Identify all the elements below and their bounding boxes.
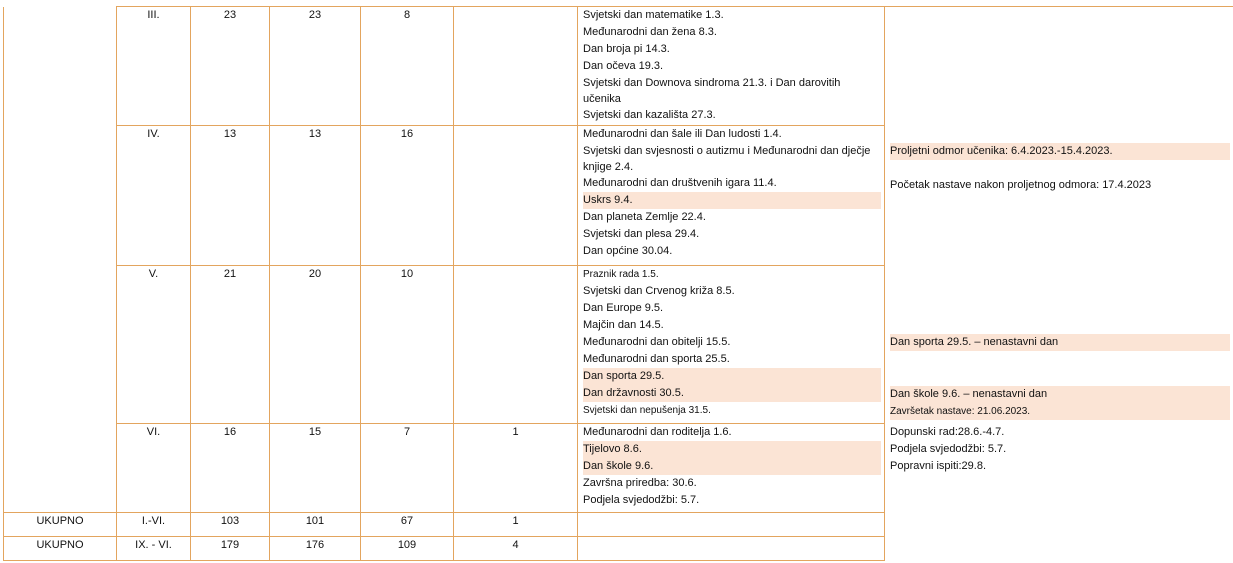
value-cell: 1 (454, 424, 578, 513)
event-item: Završna priredba: 30.6. (583, 477, 697, 489)
events-cell-empty (578, 537, 885, 561)
month-cell: V. (117, 266, 191, 424)
label-cell-empty (4, 7, 117, 513)
event-item: Dan općine 30.04. (583, 245, 673, 257)
event-item: Dan očeva 19.3. (583, 60, 664, 72)
event-item-holiday: Dan sporta 29.5. (583, 368, 881, 385)
month-cell: VI. (117, 424, 191, 513)
event-item: Međunarodni dan društvenih igara 11.4. (583, 177, 777, 189)
events-cell (578, 126, 885, 266)
event-item: Međunarodni dan roditelja 1.6. (583, 426, 732, 438)
value-cell: 23 (191, 7, 270, 126)
totals-label: UKUPNO (4, 513, 117, 537)
value-cell: 10 (361, 266, 454, 424)
note-spring-break: Proljetni odmor učenika: 6.4.2023.-15.4.2023. (890, 143, 1230, 160)
value-cell: 1 (454, 513, 578, 537)
note-supplementary: Dopunski rad:28.6.-4.7. (890, 425, 1005, 438)
notes-list (885, 126, 1233, 194)
value-cell: 8 (361, 7, 454, 126)
event-item-holiday: Dan državnosti 30.5. (583, 385, 881, 402)
events-cell (578, 424, 885, 513)
events-cell (578, 266, 885, 424)
event-item-holiday: Dan škole 9.6. (583, 458, 881, 475)
value-cell: 20 (270, 266, 361, 424)
value-cell: 13 (191, 126, 270, 266)
event-item: Svjetski dan svjesnosti o autizmu i Međunarodni dan dječje knjige 2.4. (583, 145, 871, 173)
value-cell: 109 (361, 537, 454, 561)
value-cell (454, 266, 578, 424)
month-row-march (4, 7, 1233, 126)
value-cell (454, 126, 578, 266)
event-list (578, 126, 884, 260)
month-cell: IV. (117, 126, 191, 266)
totals-label: UKUPNO (4, 537, 117, 561)
event-item: Međunarodni dan sporta 25.5. (583, 353, 730, 365)
note-sports-day: Dan sporta 29.5. – nenastavni dan (890, 334, 1230, 351)
note-certificates: Podjela svjedodžbi: 5.7. (890, 442, 1007, 455)
notes-cell (885, 126, 1233, 266)
value-cell: 67 (361, 513, 454, 537)
month-row-may (4, 266, 1233, 424)
notes-cell (885, 424, 1233, 561)
notes-cell (885, 266, 1233, 424)
note-makeup-exams: Popravni ispiti:29.8. (890, 459, 986, 472)
notes-list (885, 424, 1233, 475)
note-end-of-classes: Završetak nastave: 21.06.2023. (890, 403, 1230, 420)
month-row-june (4, 424, 1233, 513)
event-item: Svjetski dan Crvenog križa 8.5. (583, 285, 735, 297)
month-row-april (4, 126, 1233, 266)
value-cell: 15 (270, 424, 361, 513)
value-cell (454, 7, 578, 126)
note-resume: Početak nastave nakon proljetnog odmora: 17.4.2023 (890, 178, 1152, 191)
event-item: Svjetski dan nepušenja 31.5. (583, 405, 711, 416)
event-item: Međunarodni dan žena 8.3. (583, 26, 717, 38)
value-cell: 179 (191, 537, 270, 561)
event-list (578, 424, 884, 509)
value-cell: 4 (454, 537, 578, 561)
note-school-day: Dan škole 9.6. – nenastavni dan (890, 386, 1230, 403)
school-calendar-table (3, 6, 1233, 561)
event-item-holiday: Tijelovo 8.6. (583, 441, 881, 458)
event-list (578, 266, 884, 419)
event-item: Podjela svjedodžbi: 5.7. (583, 494, 700, 506)
value-cell: 176 (270, 537, 361, 561)
value-cell: 103 (191, 513, 270, 537)
notes-cell (885, 7, 1233, 126)
value-cell: 23 (270, 7, 361, 126)
value-cell: 21 (191, 266, 270, 424)
value-cell: 16 (191, 424, 270, 513)
notes-list (885, 266, 1233, 420)
event-item: Dan Europe 9.5. (583, 302, 664, 314)
event-item: Međunarodni dan obitelji 15.5. (583, 336, 731, 348)
event-item: Svjetski dan Downova sindroma 21.3. i Dan darovitih učenika (583, 77, 841, 105)
event-item: Svjetski dan plesa 29.4. (583, 228, 700, 240)
event-item: Majčin dan 14.5. (583, 319, 664, 331)
event-item-holiday: Uskrs 9.4. (583, 192, 881, 209)
event-item: Dan planeta Zemlje 22.4. (583, 211, 706, 223)
events-cell (578, 7, 885, 126)
value-cell: 7 (361, 424, 454, 513)
totals-range: IX. - VI. (117, 537, 191, 561)
value-cell: 16 (361, 126, 454, 266)
event-item: Međunarodni dan šale ili Dan ludosti 1.4. (583, 128, 782, 140)
event-item: Svjetski dan matematike 1.3. (583, 9, 724, 21)
value-cell: 13 (270, 126, 361, 266)
totals-range: I.-VI. (117, 513, 191, 537)
event-item: Svjetski dan kazališta 27.3. (583, 109, 716, 121)
event-item: Praznik rada 1.5. (583, 269, 659, 280)
events-cell-empty (578, 513, 885, 537)
event-item: Dan broja pi 14.3. (583, 43, 670, 55)
event-list (578, 7, 884, 124)
month-cell: III. (117, 7, 191, 126)
value-cell: 101 (270, 513, 361, 537)
